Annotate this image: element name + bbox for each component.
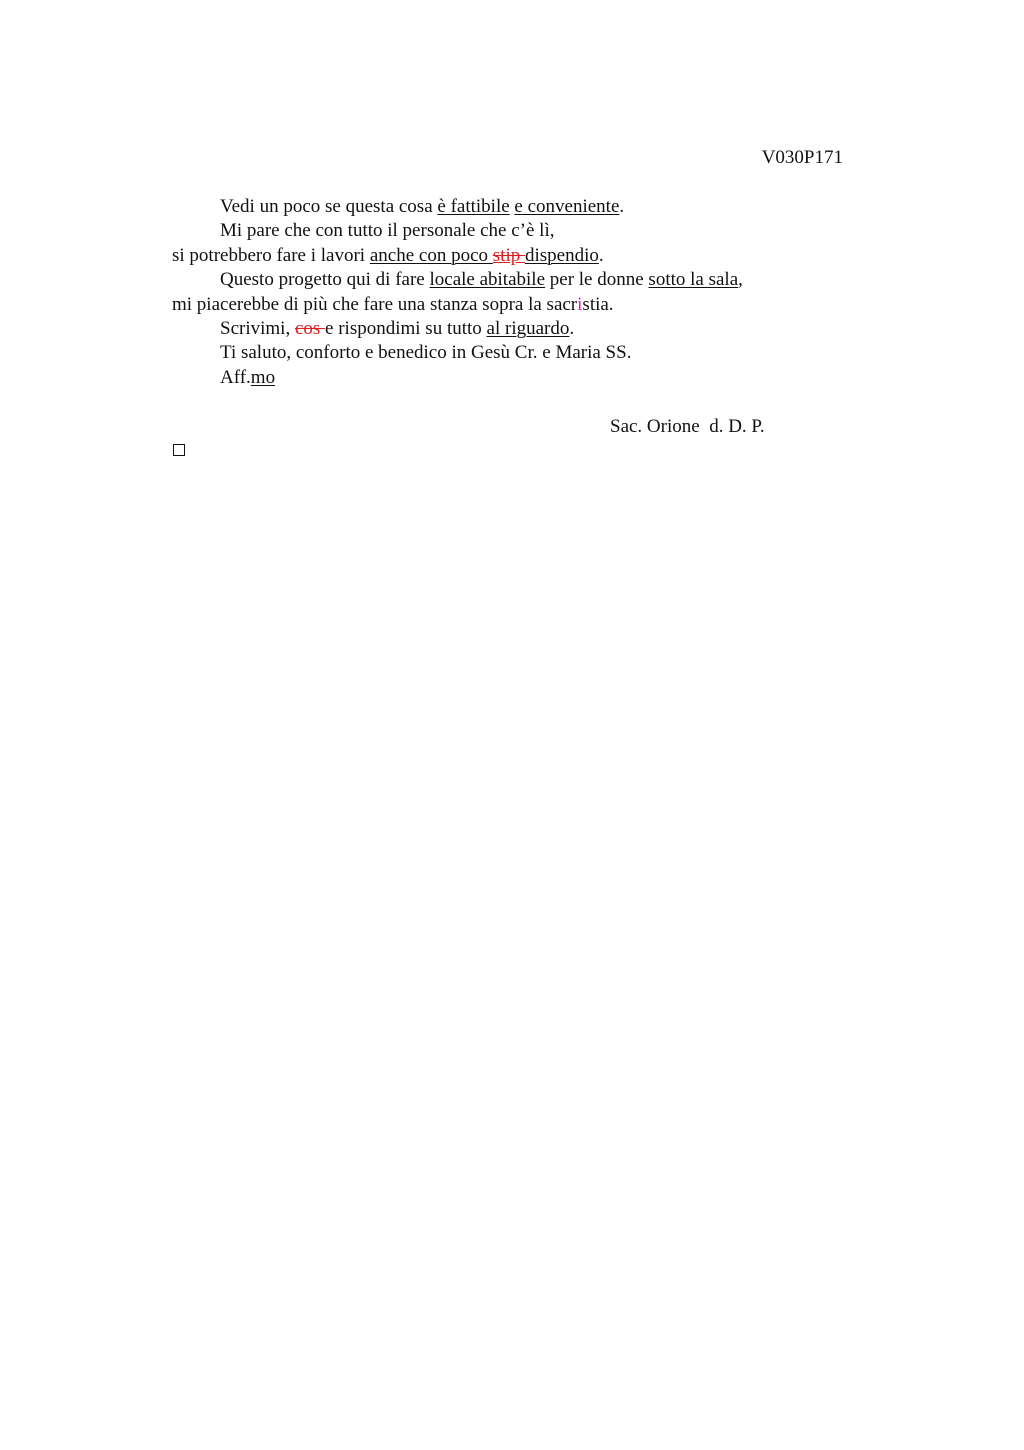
text-run: Ti saluto, conforto e benedico in Gesù Cr. e Maria SS. [220, 342, 632, 364]
letter-line-3 [172, 244, 852, 268]
text-run: , [738, 269, 743, 291]
text-run: . [598, 244, 604, 266]
letter-line-4 [172, 268, 852, 292]
text-run: Scrivimi, [220, 317, 295, 339]
text-run: si potrebbero fare i lavori [172, 244, 370, 266]
text-run: Questo progetto qui di fare [220, 269, 430, 291]
underlined-text: sotto la sala [648, 269, 739, 291]
underlined-text: è fattibile [437, 196, 510, 217]
letter-line-6 [172, 317, 852, 341]
deleted-text: cos [294, 317, 326, 339]
square-outline-icon [173, 444, 185, 456]
page-id: V030P171 [761, 147, 843, 168]
underlined-text: e conveniente [514, 196, 620, 217]
underlined-text: al riguardo [486, 317, 570, 339]
text-run: Vedi un poco se questa cosa [220, 196, 438, 217]
letter-line-5 [172, 293, 852, 317]
letter-line-2 [172, 219, 852, 243]
text-run: e rispondimi su tutto [325, 317, 487, 339]
letter-body [172, 195, 852, 390]
letter-line-8 [172, 366, 852, 390]
text-run: mi piacerebbe di più che fare una stanza sopra la sacr [172, 293, 578, 315]
deleted-text: stip [492, 244, 525, 266]
text-run: . [619, 196, 625, 217]
underlined-text: anche con poco [369, 244, 493, 266]
letter-line-1 [172, 195, 852, 219]
text-run: Aff. [220, 366, 251, 388]
signature: Sac. Orione d. D. P. [610, 416, 765, 437]
letter-line-7 [172, 341, 852, 365]
text-run: per le donne [545, 269, 649, 291]
text-run: stia. [582, 293, 614, 315]
text-run: Mi pare che con tutto il personale che c’è lì, [220, 220, 555, 242]
underlined-text: dispendio [524, 244, 599, 266]
underlined-text: mo [250, 366, 276, 388]
text-run: . [569, 317, 575, 339]
inserted-text: i [577, 293, 583, 315]
underlined-text: locale abitabile [429, 269, 546, 291]
